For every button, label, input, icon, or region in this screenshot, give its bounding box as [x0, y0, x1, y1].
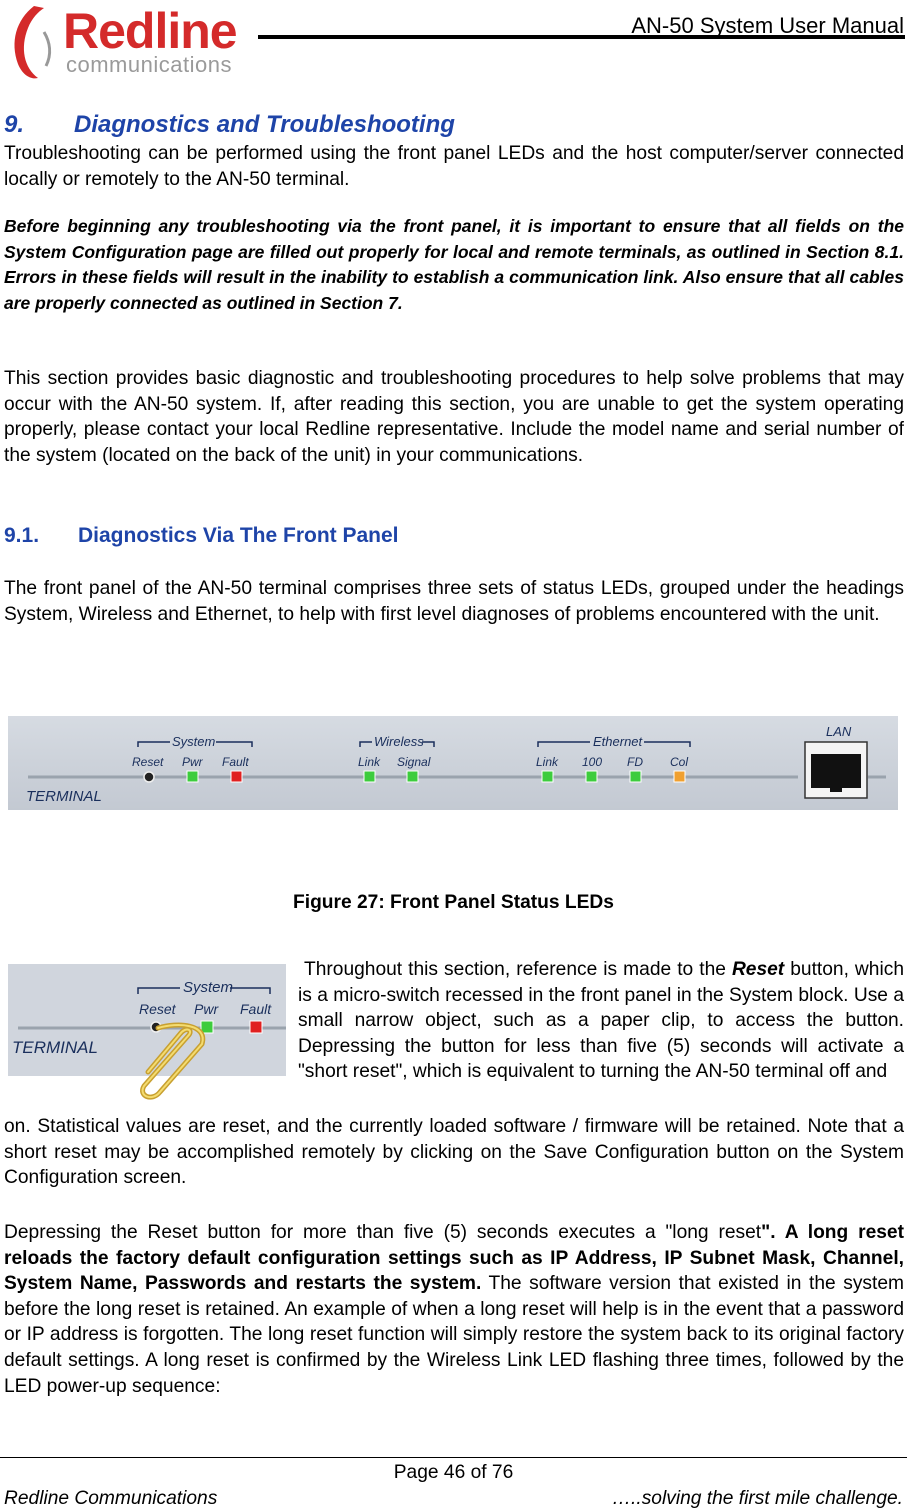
wireless-link-led	[364, 771, 375, 782]
signal-label: Signal	[397, 755, 431, 769]
lan-socket	[811, 754, 861, 788]
ethernet-link-label: Link	[536, 755, 559, 769]
fault-label: Fault	[222, 755, 249, 769]
inset-panel-background	[8, 964, 286, 1076]
logo-wordmark: Redline	[63, 3, 237, 59]
signal-led	[407, 771, 418, 782]
reset-paperclip-figure	[8, 964, 286, 1104]
overview-paragraph: This section provides basic diagnostic and troubleshooting procedures to help solve problems that may occur with the AN-50 system. If, after reading this section, you are unable to get the system operating properly, please contact your local Redline representative. Include the model name and serial number of the system (located on the back of the unit) in your communications.	[4, 368, 904, 466]
section-number: 9.	[4, 111, 25, 138]
section-intro: Troubleshooting can be performed using the front panel LEDs and the host computer/server connected locally or remotely to the AN-50 terminal.	[4, 143, 904, 190]
section-heading	[4, 110, 904, 140]
inset-fault-led	[250, 1021, 262, 1033]
wireless-group-label: Wireless	[374, 734, 424, 749]
reset-term: Reset	[731, 959, 785, 980]
footer-rule	[0, 1457, 907, 1458]
warning-paragraph: Before beginning any troubleshooting via the front panel, it is important to ensure that all fields on the System Configuration page are filled out properly for local and remote terminals, as outlined in Section 8.1. Errors in these fields will result in the inability to establish a communication link. Also ensure that all cables are properly connected as outlined in Section 7.	[4, 216, 904, 313]
footer-company: Redline Communications	[4, 1488, 218, 1509]
ethernet-link-led	[542, 771, 553, 782]
inset-terminal-label: TERMINAL	[12, 1038, 98, 1057]
inset-pwr-label: Pwr	[194, 1001, 219, 1017]
reset-paragraph-continued: on. Statistical values are reset, and the currently loaded software / firmware will be retained. Note that a short reset may be accomplished remotely by clicking on the Save Configuration button on the System Configuration screen.	[4, 1116, 904, 1189]
logo-subtitle: communications	[66, 52, 232, 77]
subsection-title: Diagnostics Via The Front Panel	[78, 524, 399, 547]
inset-fault-label: Fault	[240, 1001, 272, 1017]
reset-label: Reset	[132, 755, 164, 769]
long-reset-emphasis: ". A long reset reloads the factory default configuration settings such as IP Address, IP Subnet Mask, Channel, System Name, Passwords and restarts the system.	[4, 1222, 904, 1295]
fault-led	[231, 771, 242, 782]
fd-label: FD	[627, 755, 643, 769]
wireless-link-label: Link	[358, 755, 381, 769]
reset-button	[144, 772, 154, 782]
terminal-label: TERMINAL	[26, 788, 102, 805]
ethernet-group-label: Ethernet	[593, 734, 643, 749]
inset-reset-label: Reset	[139, 1001, 176, 1017]
section-title: Diagnostics and Troubleshooting	[74, 111, 455, 138]
100-led	[586, 771, 597, 782]
lan-label: LAN	[826, 724, 852, 739]
col-led	[674, 771, 685, 782]
figure-caption: Figure 27: Front Panel Status LEDs	[293, 892, 614, 913]
long-reset-paragraph: Depressing the Reset button for more than five (5) seconds executes a "long reset". A long reset reloads the factory default configuration settings such as IP Address, IP Subnet Mask, Channel, System Name, Passwords and restarts the system. The software version that existed in the system before the long reset is retained. An example of when a long reset will help is in the event that a password or IP address is forgotten. The long reset function will simply restore the system back to its original factory default settings. A long reset is confirmed by the Wireless Link LED flashing three times, followed by the LED power-up sequence:	[4, 1222, 904, 1397]
front-panel-figure	[8, 716, 898, 810]
page-number: Page 46 of 76	[393, 1462, 514, 1483]
inset-system-label: System	[183, 979, 234, 996]
subsection-number: 9.1.	[4, 524, 40, 547]
redline-logo-mark	[4, 2, 62, 82]
subsection-intro: The front panel of the AN-50 terminal comprises three sets of status LEDs, grouped under the headings System, Wireless and Ethernet, to help with first level diagnoses of problems encountered with the unit.	[4, 578, 904, 625]
footer-tagline: …..solving the first mile challenge.	[611, 1488, 903, 1509]
system-group-label: System	[172, 734, 216, 749]
col-label: Col	[670, 755, 689, 769]
pwr-led	[187, 771, 198, 782]
document-title: AN-50 System User Manual	[631, 13, 904, 38]
subsection-heading	[4, 522, 399, 550]
100-label: 100	[582, 755, 603, 769]
pwr-label: Pwr	[182, 755, 203, 769]
fd-led	[630, 771, 641, 782]
reset-paragraph: Throughout this section, reference is made to the Reset button, which is a micro-switch recessed in the front panel in the System block. Use a small narrow object, such as a paper clip, to access the button. Depressing the button for less than five (5) seconds will activate a "short reset", which is equivalent to turning the AN-50 terminal off and	[298, 959, 904, 1083]
